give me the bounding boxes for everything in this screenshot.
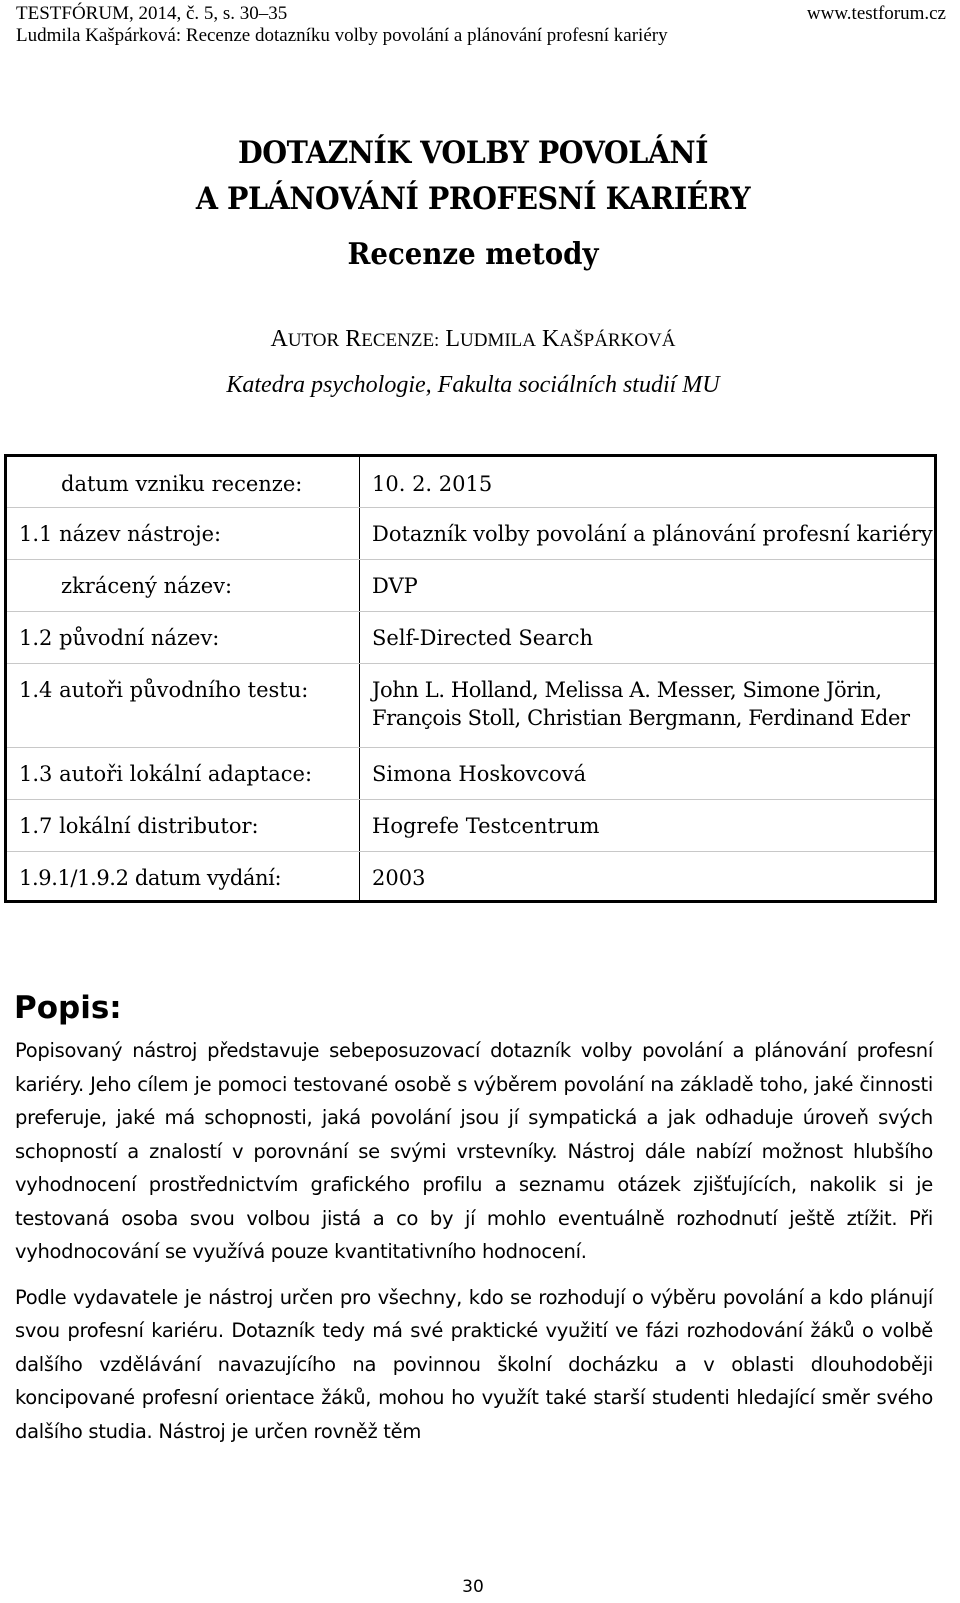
info-value-review-date: 10. 2. 2015: [360, 456, 936, 508]
info-label-local-adaptation: 1.3 autoři lokální adaptace:: [6, 748, 360, 800]
running-title: Ludmila Kašpárková: Recenze dotazníku volby povolání a plánování profesní kariéry: [16, 25, 668, 46]
original-authors-text: John L. Holland, Melissa A. Messer, Simone Jörin, François Stoll, Christian Bergmann, Ferdinand Eder: [372, 678, 910, 730]
journal-citation: TESTFÓRUM, 2014, č. 5, s. 30–35: [16, 3, 288, 24]
info-value-release-date: 2003: [372, 866, 426, 890]
website-link[interactable]: www.testforum.cz: [806, 3, 946, 24]
author-name: LUDMILA KAŠPÁRKOVÁ: [445, 326, 676, 352]
info-value-local-adaptation: Simona Hoskovcová: [360, 748, 936, 800]
info-value-original-authors: [360, 664, 936, 748]
info-label-release-date: 1.9.1/1.9.2 datum vydání:: [6, 852, 360, 902]
info-value-distributor: Hogrefe Testcentrum: [360, 800, 936, 852]
body-paragraph-1: Popisovaný nástroj představuje sebeposuzovací dotazník volby povolání a plánování profesní kariéry. Jeho cílem je pomoci testované osobě s výběrem povolání na základě toho, jaké činnosti preferuje, jaké má schopnosti, jaká povolání jsou jí sympatická a jak odhaduje úroveň svých schopností a znalostí v porovnání se svými vrstevníky. Nástroj dále nabízí možnost hlubšího vyhodnocení prostřednictvím grafického profilu a seznamu otázek zjišťujících, nakolik si je testovaná osoba svou volbou jistá a co by jí mohlo eventuálně rozhodnutí ještě ztížit. Při vyhodnocování se využívá pouze kvantitativního hodnocení.: [15, 1039, 933, 1263]
info-label-short-name: zkrácený název:: [6, 560, 360, 612]
info-value-tool-name: Dotazník volby povolání a plánování profesní kariéry: [360, 508, 936, 560]
info-row: [6, 852, 936, 902]
header-top-row: [16, 3, 946, 25]
info-row: [6, 456, 936, 508]
running-header: [16, 3, 946, 47]
info-row: [6, 612, 936, 664]
info-row: [6, 748, 936, 800]
review-author-line: [0, 324, 946, 356]
body-paragraph-2: Podle vydavatele je nástroj určen pro všechny, kdo se rozhodují o výběru povolání a kdo plánují svou profesní kariéru. Dotazník tedy má své praktické využití ve fázi rozhodování žáků o volbě dalšího vzdělávání navazujícího na povinnou školní docházku a v oblasti dlouhodoběji koncipované profesní orientace žáků, mohou ho využít také starší studenti hledající směr svého dalšího studia. Nástroj je určen rovněž těm: [15, 1285, 933, 1443]
info-row: [6, 560, 936, 612]
info-value-short-name: DVP: [360, 560, 936, 612]
info-label-review-date: datum vzniku recenze:: [6, 456, 360, 508]
main-title-line-2: A PLÁNOVÁNÍ PROFESNÍ KARIÉRY: [195, 181, 751, 217]
info-label-tool-name: 1.1 název nástroje:: [6, 508, 360, 560]
info-row: [6, 800, 936, 852]
main-title-line-1: DOTAZNÍK VOLBY POVOLÁNÍ: [237, 135, 709, 171]
section-heading: Popis:: [14, 990, 122, 1026]
info-row: [6, 664, 936, 748]
author-block: [0, 324, 946, 400]
info-row: [6, 508, 936, 560]
page-number: 30: [462, 1577, 484, 1597]
subtitle: Recenze metody: [347, 237, 599, 272]
section-body: [15, 1034, 933, 1448]
info-table: [4, 454, 937, 903]
info-value-original-name: Self-Directed Search: [360, 612, 936, 664]
info-label-original-authors: 1.4 autoři původního testu:: [6, 664, 360, 748]
title-block: [0, 130, 946, 278]
header-bottom-row: [16, 25, 946, 47]
author-label: AUTOR RECENZE:: [270, 326, 440, 352]
author-affiliation: Katedra psychologie, Fakulta sociálních studií MU: [226, 372, 720, 398]
info-label-distributor: 1.7 lokální distributor:: [6, 800, 360, 852]
info-label-original-name: 1.2 původní název:: [6, 612, 360, 664]
